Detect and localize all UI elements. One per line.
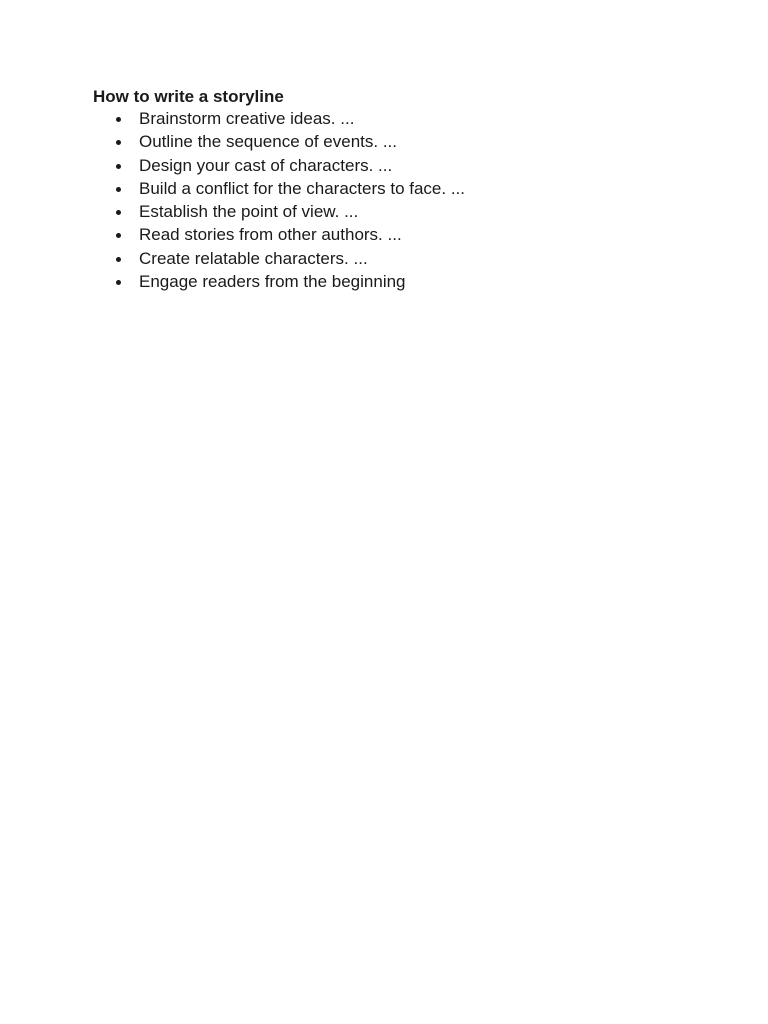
list-item <box>93 130 733 153</box>
list-item-text: Read stories from other authors. ... <box>139 225 402 245</box>
document-heading: How to write a storyline <box>93 87 284 106</box>
bullet-icon <box>116 233 121 238</box>
bullet-list <box>93 107 733 293</box>
list-item-text: Create relatable characters. ... <box>139 248 368 268</box>
list-item <box>93 177 733 200</box>
list-item-text: Establish the point of view. ... <box>139 202 359 222</box>
list-item-text: Design your cast of characters. ... <box>139 155 393 175</box>
list-item <box>93 247 733 270</box>
bullet-icon <box>116 210 121 215</box>
list-item <box>93 200 733 223</box>
bullet-icon <box>116 140 121 145</box>
bullet-icon <box>116 164 121 169</box>
bullet-icon <box>116 117 121 122</box>
list-item <box>93 107 733 130</box>
list-item <box>93 154 733 177</box>
bullet-icon <box>116 187 121 192</box>
list-item <box>93 270 733 293</box>
bullet-icon <box>116 257 121 262</box>
list-item-text: Outline the sequence of events. ... <box>139 132 397 152</box>
list-item <box>93 223 733 246</box>
document-content <box>93 86 733 293</box>
list-item-text: Engage readers from the beginning <box>139 272 406 292</box>
list-item-text: Build a conflict for the characters to face. ... <box>139 178 465 198</box>
list-item-text: Brainstorm creative ideas. ... <box>139 109 355 128</box>
bullet-icon <box>116 280 121 285</box>
